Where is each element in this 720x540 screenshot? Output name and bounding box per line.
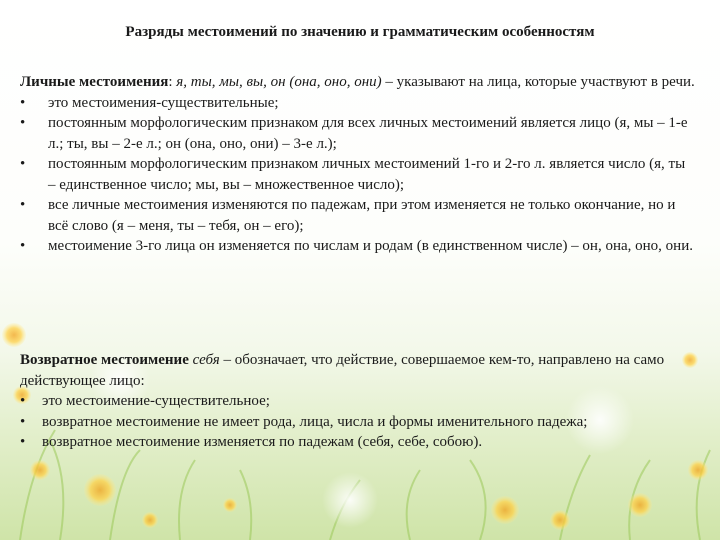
personal-definition: – указывают на лица, которые участвуют в речи.	[381, 74, 695, 90]
list-item	[20, 432, 695, 453]
reflexive-pronoun-intro	[20, 350, 695, 391]
bullet-icon: •	[20, 156, 26, 172]
reflexive-definition: – обозначает, что действие, совершаемое кем-то, направлено на само действующее лицо:	[20, 352, 665, 389]
list-item-text: все личные местоимения изменяются по падежам, при этом изменяется не только окончание, но и всё слово (я – меня, ты – тебя, он – его);	[48, 197, 676, 234]
list-item	[20, 236, 695, 257]
personal-pronouns-intro	[20, 72, 695, 93]
list-item-text: постоянным морфологическим признаком личных местоимений 1-го и 2-го л. является число (я, ты – единственное число; мы, вы – множественное число);	[48, 156, 686, 193]
personal-heading: Личные местоимения	[20, 74, 169, 90]
slide-title: Разряды местоимений по значению и грамматическим особенностям	[125, 24, 595, 40]
list-item-text: постоянным морфологическим признаком для всех личных местоимений является лицо (я, мы – 1-е л.; ты, вы – 2-е л.; он (она, оно, они) – 3-е л.);	[48, 115, 688, 152]
list-item-text: это местоимения-существительные;	[48, 94, 279, 111]
list-item	[20, 154, 695, 195]
list-item-text: местоимение 3-го лица он изменяется по числам и родам (в единственном числе) – он, она, оно, они.	[48, 238, 693, 254]
list-item-text: возвратное местоимение изменяется по падежам (себя, себе, собою).	[42, 434, 483, 450]
bullet-icon: •	[20, 393, 26, 409]
reflexive-heading: Возвратное местоимение	[20, 352, 189, 368]
list-item-text: возвратное местоимение не имеет рода, лица, числа и формы именительного падежа;	[42, 413, 588, 430]
reflexive-example: себя	[192, 352, 220, 368]
list-item	[20, 113, 695, 154]
bullet-icon: •	[20, 238, 26, 254]
list-item	[20, 195, 695, 236]
list-item	[20, 391, 695, 412]
bullet-icon: •	[20, 94, 26, 111]
bullet-icon: •	[20, 115, 26, 131]
list-item-text: это местоимение-существительное;	[42, 393, 270, 409]
personal-examples: я, ты, мы, вы, он (она, оно, они)	[176, 74, 382, 90]
personal-pronouns-section	[20, 72, 695, 257]
list-item	[20, 93, 695, 114]
personal-colon: :	[168, 74, 177, 90]
list-item	[20, 412, 695, 433]
personal-bullet-list	[20, 93, 695, 257]
reflexive-pronoun-section	[20, 350, 695, 453]
slide-content	[20, 22, 700, 522]
reflexive-bullet-list	[20, 391, 695, 453]
bullet-icon: •	[20, 413, 26, 430]
bullet-icon: •	[20, 434, 26, 450]
bullet-icon: •	[20, 197, 26, 213]
